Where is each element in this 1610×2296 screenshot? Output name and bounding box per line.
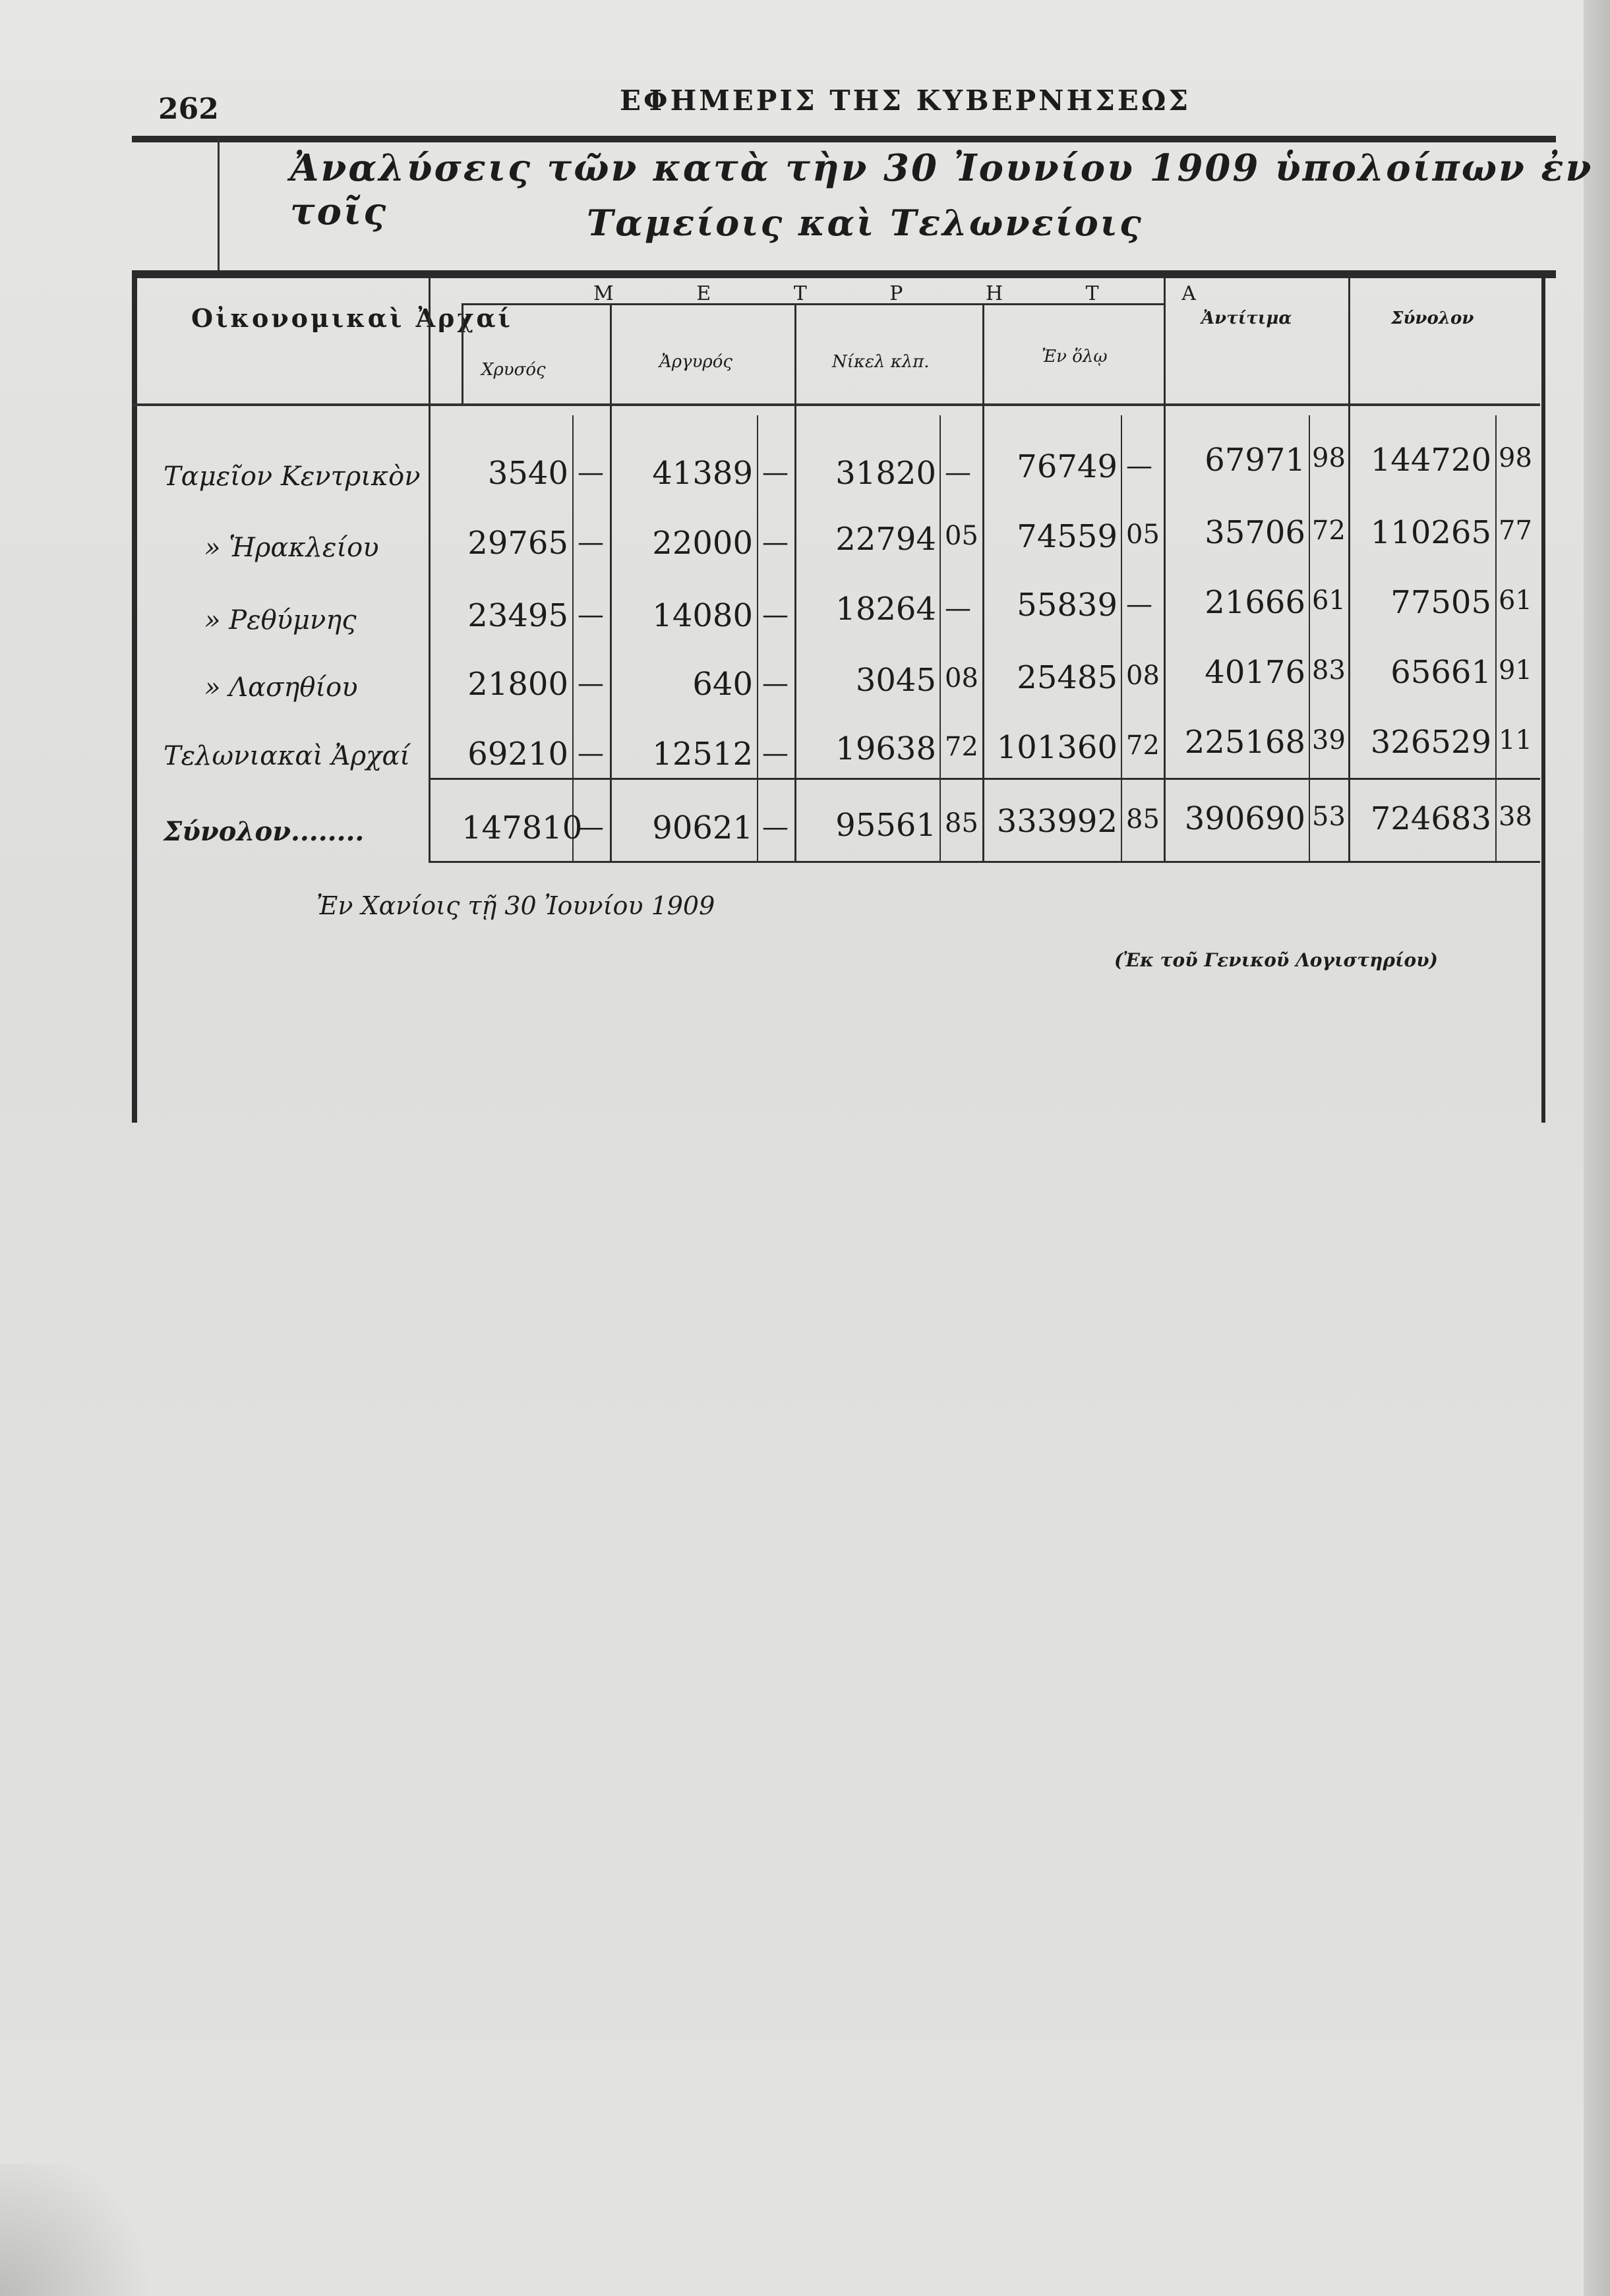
row3-sum-cents: 61 xyxy=(1499,585,1532,616)
footer-place-date: Ἐν Χανίοις τῇ 30 Ἰουνίου 1909 xyxy=(316,891,715,920)
row1-gold: 3540 xyxy=(487,455,568,492)
row-name-heraklion: » Ἡρακλείου xyxy=(204,533,379,563)
row3-sum: 77505 xyxy=(1390,584,1491,621)
total-sum-cents: 38 xyxy=(1499,802,1532,832)
row4-equiv-cents: 83 xyxy=(1312,655,1346,686)
rule-before-total xyxy=(429,778,1540,780)
row2-gold-cents: — xyxy=(578,527,604,558)
total-silver: 90621 xyxy=(652,809,753,846)
row4-gold-cents: — xyxy=(578,668,604,699)
row2-equiv: 35706 xyxy=(1205,514,1305,551)
row4-total-cents: 08 xyxy=(1126,661,1160,691)
row1-nickel: 31820 xyxy=(835,455,936,492)
col-head-equivalent: Ἀντίτιμα xyxy=(1201,309,1292,328)
row5-gold-cents: — xyxy=(578,738,604,769)
title-left-strip xyxy=(132,138,220,270)
page-edge xyxy=(1584,0,1610,2296)
row1-total: 76749 xyxy=(1017,448,1118,485)
total-total: 333992 xyxy=(996,803,1118,840)
row2-silver: 22000 xyxy=(652,525,753,562)
row2-total: 74559 xyxy=(1017,518,1118,555)
row4-silver-cents: — xyxy=(762,668,789,699)
total-row-label: Σύνολον........ xyxy=(164,816,365,847)
row1-silver-cents: — xyxy=(762,457,789,488)
row3-gold: 23495 xyxy=(467,597,568,634)
col-head-grand-total: Σύνολον xyxy=(1391,309,1474,328)
row2-gold: 29765 xyxy=(467,525,568,562)
row5-silver-cents: — xyxy=(762,738,789,769)
row5-nickel-cents: 72 xyxy=(945,732,978,762)
row5-total-cents: 72 xyxy=(1126,730,1160,761)
row5-nickel: 19638 xyxy=(835,730,936,767)
row2-sum-cents: 77 xyxy=(1499,515,1532,546)
rule-v-1 xyxy=(429,276,431,862)
total-gold-cents: — xyxy=(578,812,604,842)
footer-signature: (Ἐκ τοῦ Γενικοῦ Λογιστηρίου) xyxy=(1114,949,1438,971)
gazette-title: ΕΦΗΜΕΡΙΣ ΤΗΣ ΚΥΒΕΡΝΗΣΕΩΣ xyxy=(620,84,1191,117)
total-nickel: 95561 xyxy=(835,807,936,844)
rule-v-5 xyxy=(1164,276,1166,862)
row3-silver: 14080 xyxy=(652,597,753,634)
row3-equiv-cents: 61 xyxy=(1312,585,1346,616)
row4-nickel-cents: 08 xyxy=(945,663,978,693)
row4-sum: 65661 xyxy=(1390,654,1491,691)
total-nickel-cents: 85 xyxy=(945,808,978,839)
col-head-total-cash: Ἐν ὅλῳ xyxy=(1042,347,1108,367)
rule-v-equiv-cents xyxy=(1309,415,1310,862)
rule-v-6 xyxy=(1348,276,1350,862)
row3-total: 55839 xyxy=(1017,587,1118,624)
row5-silver: 12512 xyxy=(652,736,753,773)
row4-sum-cents: 91 xyxy=(1499,655,1532,686)
row1-equiv-cents: 98 xyxy=(1312,443,1346,473)
row4-total: 25485 xyxy=(1017,659,1118,696)
row-name-central-treasury: Ταμεῖον Κεντρικὸν xyxy=(164,461,421,492)
row5-equiv-cents: 39 xyxy=(1312,725,1346,755)
row1-nickel-cents: — xyxy=(945,457,971,488)
total-equiv: 390690 xyxy=(1184,800,1305,837)
row2-sum: 110265 xyxy=(1370,514,1491,551)
rule-v-total-cents xyxy=(1121,415,1122,862)
row5-equiv: 225168 xyxy=(1184,724,1305,761)
total-silver-cents: — xyxy=(762,812,789,842)
col-head-cash-group: Μ Ε Τ Ρ Η Τ Α xyxy=(593,282,1234,305)
cash-group-rule xyxy=(462,303,1164,305)
row4-gold: 21800 xyxy=(467,666,568,703)
total-gold: 147810 xyxy=(462,809,583,846)
row2-total-cents: 05 xyxy=(1126,519,1160,550)
rule-after-total xyxy=(429,861,1540,863)
page-corner-shadow xyxy=(0,2164,171,2296)
row4-silver: 640 xyxy=(692,666,753,703)
rule-v-silver-cents xyxy=(757,415,758,862)
table-title-line-1: Ἀναλύσεις τῶν κατὰ τὴν 30 Ἰουνίου 1909 ὑπολοίπων ἐν τοῖς xyxy=(290,146,1594,233)
rule-v-sum-cents xyxy=(1495,415,1497,862)
row2-silver-cents: — xyxy=(762,527,789,558)
col-head-silver: Ἀργυρός xyxy=(659,352,732,372)
row-name-rethymno: » Ρεθύμνης xyxy=(204,605,357,635)
row1-equiv: 67971 xyxy=(1205,442,1305,479)
total-sum: 724683 xyxy=(1370,800,1491,837)
table-title-line-2: Ταμείοις καὶ Τελωνείοις xyxy=(587,202,1143,244)
rule-v-gold-start xyxy=(462,303,463,403)
row5-total: 101360 xyxy=(996,729,1118,766)
row1-sum: 144720 xyxy=(1370,442,1491,479)
col-head-gold: Χρυσός xyxy=(481,360,546,380)
row5-gold: 69210 xyxy=(467,736,568,773)
row3-gold-cents: — xyxy=(578,600,604,630)
row5-sum: 326529 xyxy=(1370,724,1491,761)
total-equiv-cents: 53 xyxy=(1312,802,1346,832)
row1-sum-cents: 98 xyxy=(1499,443,1532,473)
row3-total-cents: — xyxy=(1126,589,1152,620)
row1-gold-cents: — xyxy=(578,457,604,488)
row1-total-cents: — xyxy=(1126,451,1152,481)
row2-nickel-cents: 05 xyxy=(945,521,978,551)
row-name-customs-authorities: Τελωνιακαὶ Ἀρχαί xyxy=(164,741,411,771)
rule-v-gold-cents xyxy=(572,415,574,862)
row3-nickel-cents: — xyxy=(945,593,971,624)
row3-equiv: 21666 xyxy=(1205,584,1305,621)
col-head-authorities: Οἰκονομικαὶ Ἀρχαί xyxy=(191,303,513,333)
header-row-rule xyxy=(132,403,1540,406)
row2-nickel: 22794 xyxy=(835,521,936,558)
row4-equiv: 40176 xyxy=(1205,654,1305,691)
row4-nickel: 3045 xyxy=(855,662,936,699)
col-head-nickel: Νίκελ κλπ. xyxy=(832,352,930,372)
row2-equiv-cents: 72 xyxy=(1312,515,1346,546)
row3-silver-cents: — xyxy=(762,600,789,630)
row5-sum-cents: 11 xyxy=(1499,725,1532,755)
page-number: 262 xyxy=(158,92,219,126)
total-total-cents: 85 xyxy=(1126,804,1160,835)
row1-silver: 41389 xyxy=(652,455,753,492)
row-name-lasithi: » Λασηθίου xyxy=(204,672,358,703)
rule-v-nickel-cents xyxy=(939,415,941,862)
row3-nickel: 18264 xyxy=(835,591,936,628)
